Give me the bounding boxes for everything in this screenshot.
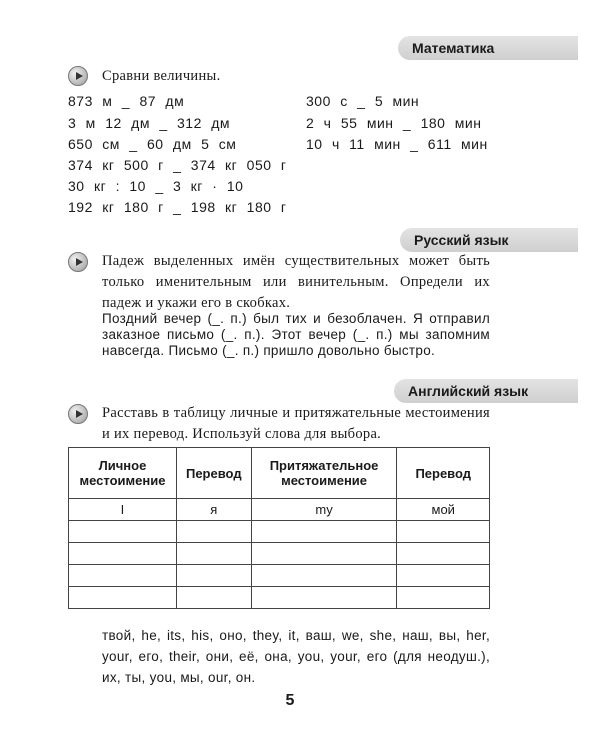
column-header: Перевод bbox=[176, 448, 251, 499]
table-cell[interactable] bbox=[69, 543, 177, 565]
section-tab-label: Математика bbox=[412, 40, 495, 56]
table-cell: I bbox=[69, 499, 177, 521]
table-cell[interactable] bbox=[176, 543, 251, 565]
table-row[interactable] bbox=[69, 521, 490, 543]
math-row: 3 м 12 дм _ 312 дм bbox=[68, 115, 231, 131]
section-tab-label: Английский язык bbox=[408, 383, 529, 399]
table-cell[interactable] bbox=[397, 543, 490, 565]
table-cell[interactable] bbox=[69, 565, 177, 587]
table-cell[interactable] bbox=[397, 587, 490, 609]
task-arrow-icon bbox=[68, 66, 88, 86]
math-row: 10 ч 11 мин _ 611 мин bbox=[306, 136, 488, 152]
math-row: 2 ч 55 мин _ 180 мин bbox=[306, 115, 482, 131]
math-row: 30 кг : 10 _ 3 кг · 10 bbox=[68, 178, 244, 194]
word-bank: твой, he, its, his, оно, they, it, ваш, we, she, наш, вы, her, your, его, their, они, её, она, you, your, его (для неодуш.), их, ты, you, мы, our, он. bbox=[102, 628, 490, 685]
section-tab-english bbox=[394, 379, 578, 403]
section-tab-label: Русский язык bbox=[414, 232, 509, 248]
task-arrow-icon bbox=[68, 252, 88, 272]
column-header: Перевод bbox=[397, 448, 490, 499]
math-row: 650 см _ 60 дм 5 см bbox=[68, 136, 237, 152]
table-cell[interactable] bbox=[251, 587, 397, 609]
column-header: Притяжательное местоимение bbox=[251, 448, 397, 499]
section-tab-russian bbox=[400, 228, 578, 252]
table-cell[interactable] bbox=[69, 521, 177, 543]
page-number: 5 bbox=[285, 692, 295, 709]
table-row[interactable] bbox=[69, 543, 490, 565]
task-instruction: Падеж выделенных имён существительных может быть только именительным или винительным. Определи их падеж и укажи его в скобках. bbox=[102, 253, 490, 311]
math-row: 192 кг 180 г _ 198 кг 180 г bbox=[68, 199, 287, 215]
table-header-row bbox=[69, 448, 490, 499]
table-cell[interactable] bbox=[251, 565, 397, 587]
table-cell[interactable] bbox=[397, 521, 490, 543]
section-tab-math bbox=[398, 36, 578, 60]
table-cell: мой bbox=[397, 499, 490, 521]
task-arrow-icon bbox=[68, 404, 88, 424]
pronoun-table bbox=[68, 447, 490, 609]
table-cell[interactable] bbox=[176, 565, 251, 587]
table-row[interactable] bbox=[69, 587, 490, 609]
table-cell[interactable] bbox=[69, 587, 177, 609]
table-cell[interactable] bbox=[251, 543, 397, 565]
math-row: 374 кг 500 г _ 374 кг 050 г bbox=[68, 157, 287, 173]
task-instruction: Расставь в таблицу личные и притяжательные местоимения и их перевод. Используй слова для выбора. bbox=[102, 405, 490, 442]
table-cell[interactable] bbox=[397, 565, 490, 587]
column-header: Личное местоимение bbox=[69, 448, 177, 499]
table-row[interactable] bbox=[69, 565, 490, 587]
table-cell[interactable] bbox=[176, 521, 251, 543]
table-cell[interactable] bbox=[176, 587, 251, 609]
table-cell: я bbox=[176, 499, 251, 521]
exercise-text: Поздний вечер (_. п.) был тих и безоблачен. Я отправил заказное письмо (_. п.). Этот вечер (_. п.) мы запомним навсегда. Письмо (_. п.) пришло довольно быстро. bbox=[102, 311, 490, 358]
math-row: 873 м _ 87 дм bbox=[68, 93, 185, 109]
table-cell: my bbox=[251, 499, 397, 521]
table-row bbox=[69, 499, 490, 521]
table-cell[interactable] bbox=[251, 521, 397, 543]
math-row: 300 с _ 5 мин bbox=[306, 93, 420, 109]
task-instruction: Сравни величины. bbox=[102, 68, 221, 84]
